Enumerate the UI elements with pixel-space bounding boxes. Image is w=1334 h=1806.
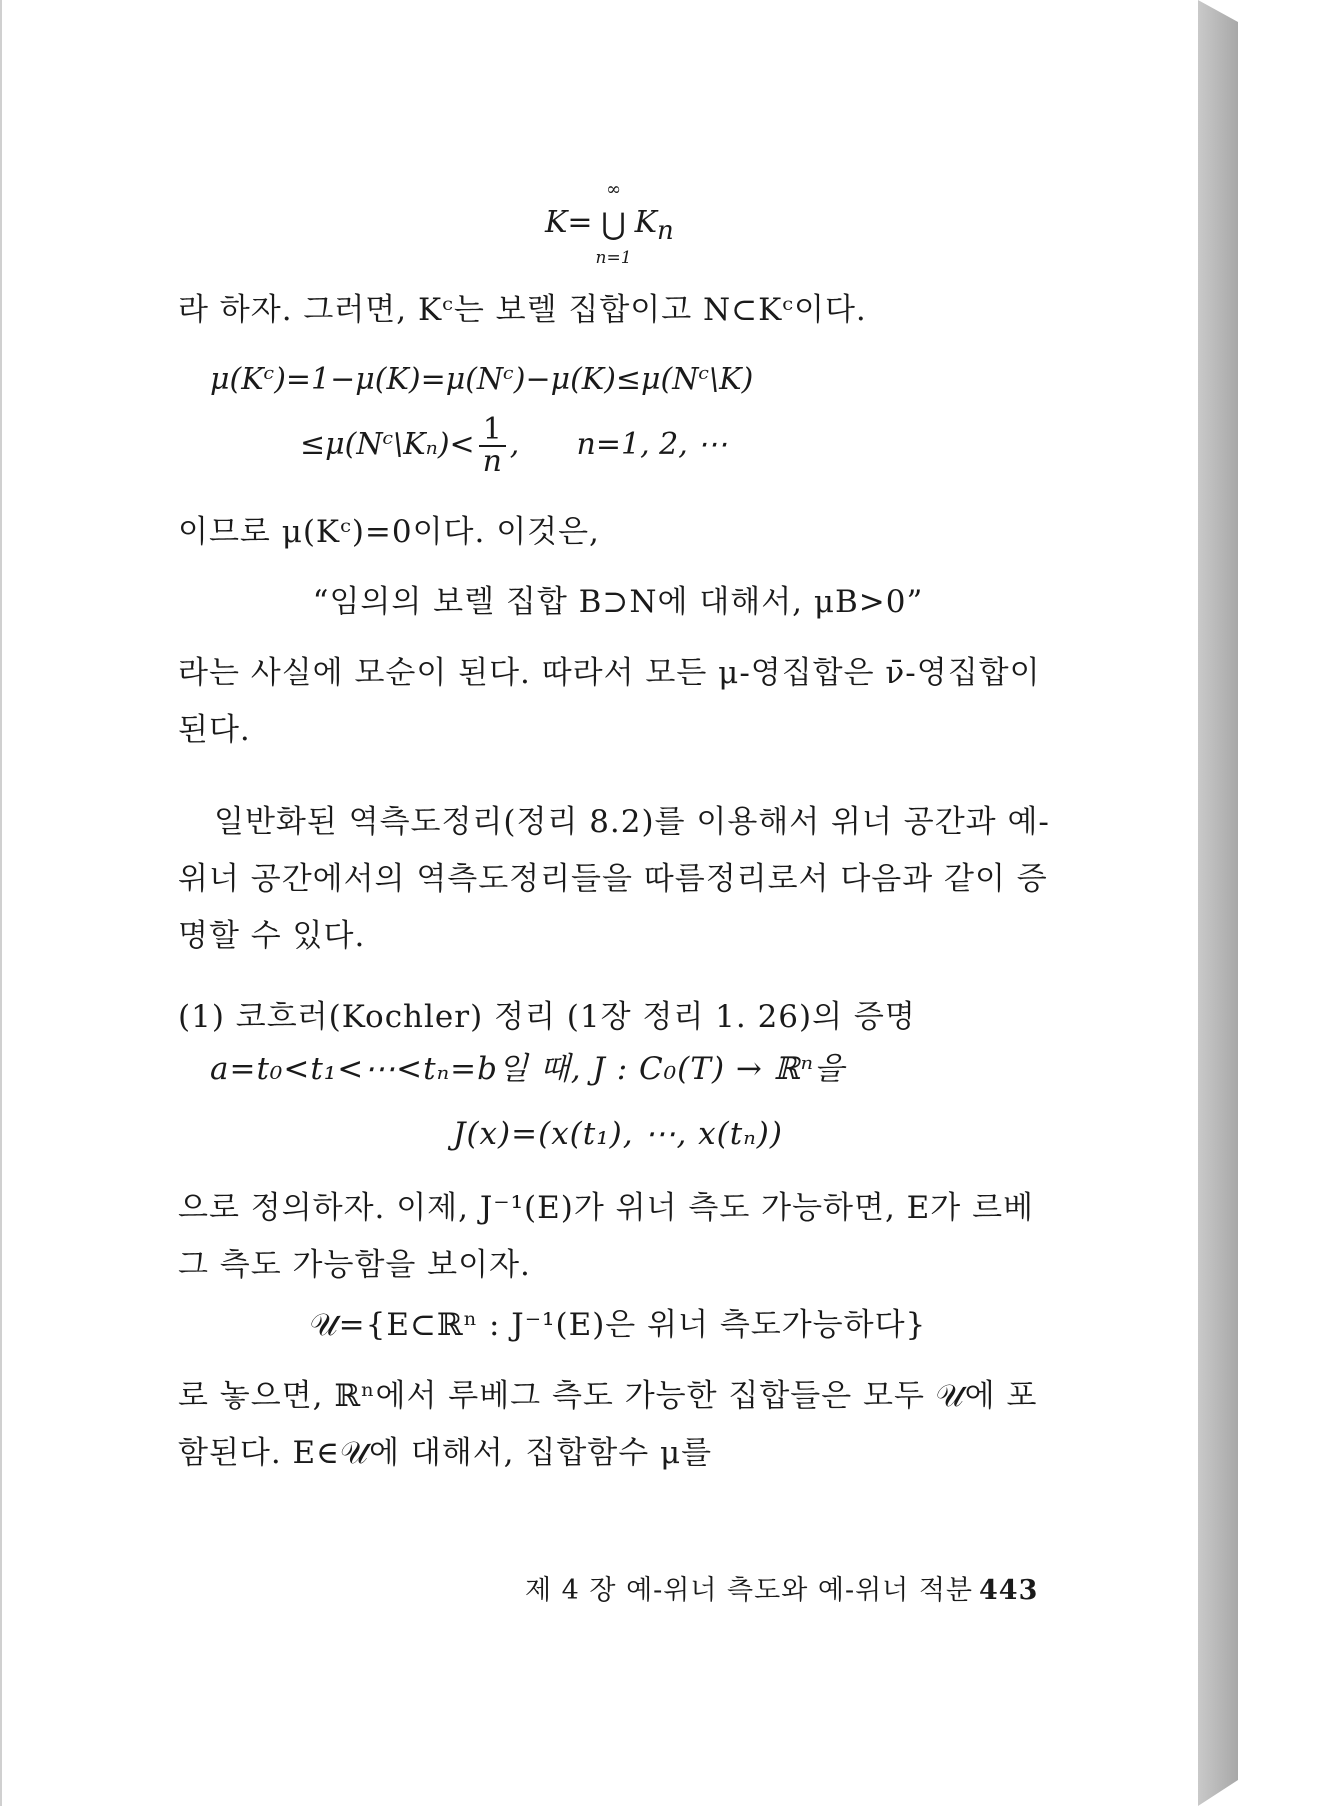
text-line-3: a=t₀<t₁<⋯<tₙ=b일 때, J : C₀(T) → ℝⁿ을 — [210, 1051, 845, 1087]
union-symbol: ⋃ ∞ n=1 — [597, 207, 631, 242]
paragraph-1: 라는 사실에 모순이 된다. 따라서 모든 μ-영집합은 ν̄-영집합이 된다. — [178, 655, 1041, 748]
equation-J: J(x)=(x(t₁), ⋯, x(tₙ)) — [453, 1116, 783, 1152]
union-sub: n=1 — [595, 247, 632, 268]
page-number: 443 — [979, 1575, 1039, 1606]
page-footer — [525, 1568, 1038, 1607]
union-sup: ∞ — [606, 178, 622, 200]
eq-rhs: K — [634, 205, 657, 240]
page-stack-edge — [1198, 0, 1238, 1806]
eq2b-left: ≤μ(Nᶜ\Kₙ)< — [300, 427, 475, 462]
text-line-1: 라 하자. 그러면, Kᶜ는 보렐 집합이고 N⊂Kᶜ이다. — [178, 292, 867, 328]
eq-rhs-sub: n — [656, 216, 674, 246]
chapter-title: 제 4 장 예-위너 측도와 예-위너 적분 — [525, 1575, 973, 1606]
paragraph-4: 로 놓으면, ℝⁿ에서 루베그 측도 가능한 집합들은 모두 𝒰에 포함된다. E∈𝒰에 대해서, 집합함수 μ를 — [178, 1378, 1038, 1471]
fraction — [479, 412, 506, 479]
text-line-2: 이므로 μ(Kᶜ)=0이다. 이것은, — [178, 514, 600, 550]
eq2b-right: , n=1, 2, ⋯ — [509, 427, 728, 462]
paragraph-2: 일반화된 역측도정리(정리 8.2)를 이용해서 위너 공간과 예-위너 공간에서의 역측도정리들을 따름정리로서 다음과 같이 증명할 수 있다. — [178, 804, 1050, 954]
equation-measure-2 — [300, 412, 728, 479]
equation-U: 𝒰={E⊂ℝⁿ : J⁻¹(E)은 위너 측도가능하다} — [309, 1307, 927, 1343]
fraction-numerator: 1 — [479, 415, 506, 447]
paragraph-3: 으로 정의하자. 이제, J⁻¹(E)가 위너 측도 가능하면, E가 르베그 측도 가능함을 보이자. — [178, 1190, 1034, 1283]
quote-line: “임의의 보렐 집합 B⊃N에 대해서, μB>0” — [312, 584, 924, 620]
section-heading: (1) 코흐러(Kochler) 정리 (1장 정리 1. 26)의 증명 — [178, 999, 916, 1035]
equation-measure-1: μ(Kᶜ)=1−μ(K)=μ(Nᶜ)−μ(K)≤μ(Nᶜ\K) — [210, 362, 754, 397]
eq-op: = — [567, 205, 593, 240]
equation-union — [545, 178, 674, 268]
eq-lhs: K — [545, 205, 568, 240]
fraction-denominator: n — [482, 444, 502, 479]
